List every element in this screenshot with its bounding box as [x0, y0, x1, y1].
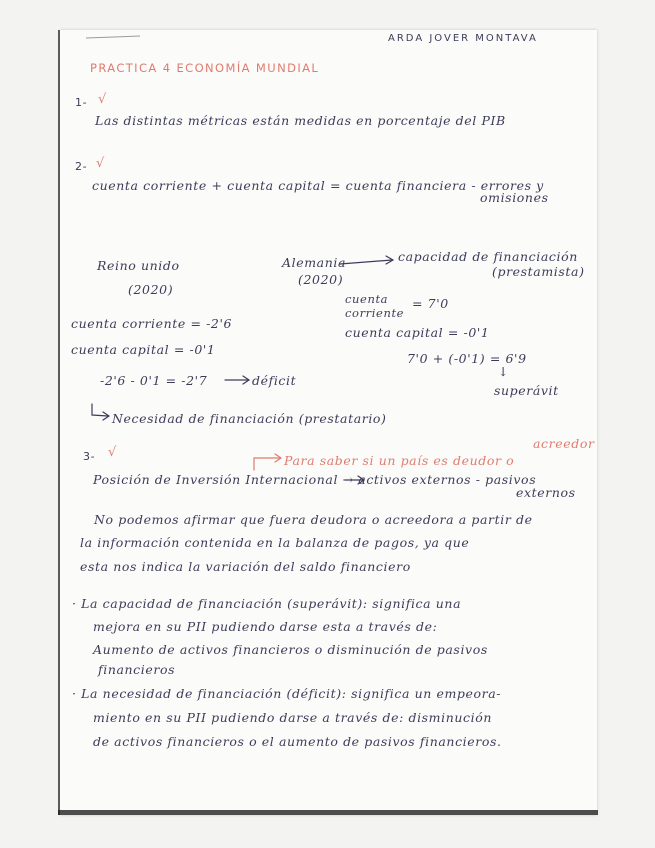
pii-definition-line-2: externos	[516, 485, 576, 500]
uk-result: déficit	[252, 373, 297, 388]
uk-year: (2020)	[128, 282, 174, 297]
uk-financing-need: Necesidad de financiación (prestatario)	[112, 411, 387, 426]
germany-result: superávit	[494, 383, 559, 398]
germany-cc-label-line-1: cuenta	[345, 292, 389, 306]
question-2-number: 2-	[75, 160, 88, 173]
germany-sum: 7'0 + (-0'1) = 6'9	[407, 351, 527, 366]
germany-capital-account: cuenta capital = -0'1	[345, 325, 490, 340]
uk-label: Reino unido	[97, 258, 180, 273]
germany-cc-value: = 7'0	[412, 296, 449, 311]
bullet-1-line-4: financieros	[98, 662, 176, 677]
question-2-check-icon: √	[96, 156, 105, 171]
germany-capacity-arrow-icon	[340, 260, 392, 264]
bullet-1-line-1: · La capacidad de financiación (superávit): significa una	[72, 596, 462, 611]
balance-equation-line-2: omisiones	[480, 190, 549, 205]
question-1-number: 1-	[75, 96, 88, 109]
bullet-2-line-3: de activos financieros o el aumento de pasivos financieros.	[93, 734, 502, 749]
uk-current-account: cuenta corriente = -2'6	[71, 316, 233, 331]
author-name: ARDA JOVER MONTAVA	[388, 33, 538, 44]
paragraph-line-3: esta nos indica la variación del saldo financiero	[80, 559, 411, 574]
uk-capital-account: cuenta capital = -0'1	[71, 342, 216, 357]
bullet-1-line-2: mejora en su PII pudiendo darse esta a través de:	[93, 619, 438, 634]
pii-definition-line-1: Posición de Inversión Internacional → activos externos - pasivos	[93, 472, 537, 487]
germany-capacity-line-2: (prestamista)	[492, 264, 585, 279]
annotation-debtor-question: Para saber si un país es deudor o	[284, 453, 515, 468]
germany-down-arrow-icon: ↓	[498, 364, 510, 379]
annotation-arrow-icon	[254, 458, 280, 470]
bullet-2-line-2: miento en su PII pudiendo darse a través de: disminución	[93, 710, 493, 725]
question-3-number: 3-	[83, 450, 96, 463]
germany-cc-label-line-2: corriente	[345, 306, 405, 320]
germany-capacity-line-1: capacidad de financiación	[398, 249, 578, 264]
germany-label: Alemania	[282, 255, 347, 270]
germany-year: (2020)	[298, 272, 344, 287]
uk-sum: -2'6 - 0'1 = -2'7	[100, 373, 208, 388]
paragraph-line-2: la información contenida en la balanza de pagos, ya que	[80, 535, 470, 550]
balance-equation-line-1: cuenta corriente + cuenta capital = cuenta financiera - errores y	[92, 178, 544, 193]
question-1-check-icon: √	[98, 92, 107, 107]
title-underline	[86, 36, 140, 38]
bullet-1-line-3: Aumento de activos financieros o disminución de pasivos	[93, 642, 488, 657]
question-3-check-icon: √	[108, 445, 117, 460]
page-title: PRACTICA 4 ECONOMÍA MUNDIAL	[90, 61, 320, 75]
bullet-2-line-1: · La necesidad de financiación (déficit): significa un empeora-	[72, 686, 502, 701]
annotation-acreedor: acreedor	[533, 436, 595, 451]
paragraph-line-1: No podemos afirmar que fuera deudora o acreedora a partir de	[94, 512, 533, 527]
question-1-answer: Las distintas métricas están medidas en porcentaje del PIB	[95, 113, 506, 128]
